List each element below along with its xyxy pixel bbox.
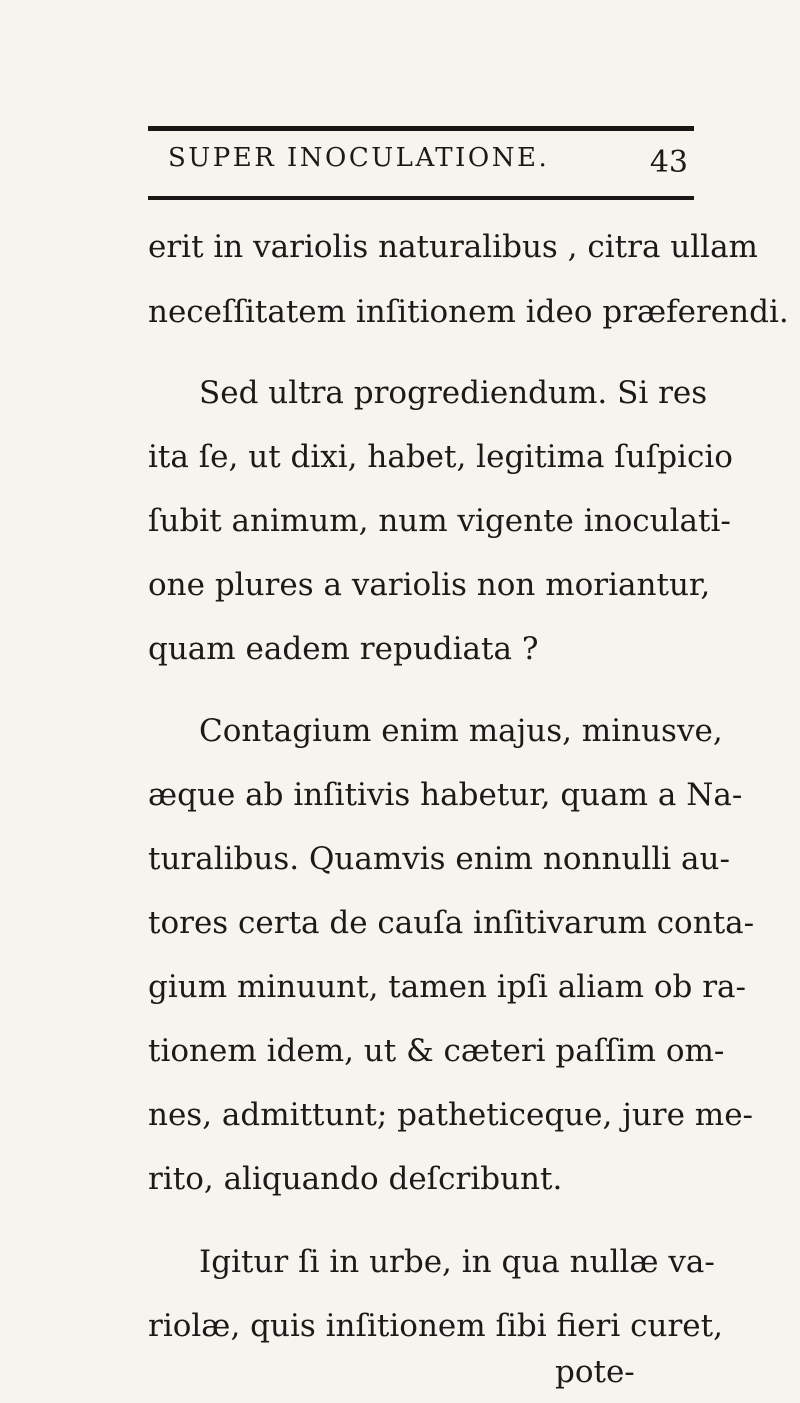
text-line: one plures a variolis non moriantur, <box>148 567 711 603</box>
paragraph-first-line: Igitur ſi in urbe, in qua nullæ va- <box>199 1244 715 1280</box>
text-line: neceſſitatem inſitionem ideo præferendi. <box>148 294 789 330</box>
text-line: nes, admittunt; patheticeque, jure me- <box>148 1097 754 1133</box>
text-line: gium minuunt, tamen ipſi aliam ob ra- <box>148 969 746 1005</box>
text-line: ita ſe, ut dixi, habet, legitima ſuſpicio <box>148 439 733 475</box>
running-title: SUPER INOCULATIONE. <box>168 143 550 173</box>
text-line: tionem idem, ut & cæteri paſſim om- <box>148 1033 725 1069</box>
text-line: erit in variolis naturalibus , citra ullam <box>148 229 758 265</box>
text-line: ſubit animum, num vigente inoculati- <box>148 503 731 539</box>
text-line: riolæ, quis inſitionem ſibi fieri curet, <box>148 1308 723 1344</box>
paragraph-first-line: Contagium enim majus, minusve, <box>199 713 723 749</box>
catchword: pote- <box>555 1354 635 1390</box>
paragraph-first-line: Sed ultra progrediendum. Si res <box>199 375 708 411</box>
page-number: 43 <box>649 145 688 180</box>
text-line: æque ab inſitivis habetur, quam a Na- <box>148 777 743 813</box>
text-line: quam eadem repudiata ? <box>148 631 539 667</box>
text-line: turalibus. Quamvis enim nonnulli au- <box>148 841 730 877</box>
text-line: tores certa de cauſa inſitivarum conta- <box>148 905 755 941</box>
text-line: rito, aliquando deſcribunt. <box>148 1161 563 1197</box>
